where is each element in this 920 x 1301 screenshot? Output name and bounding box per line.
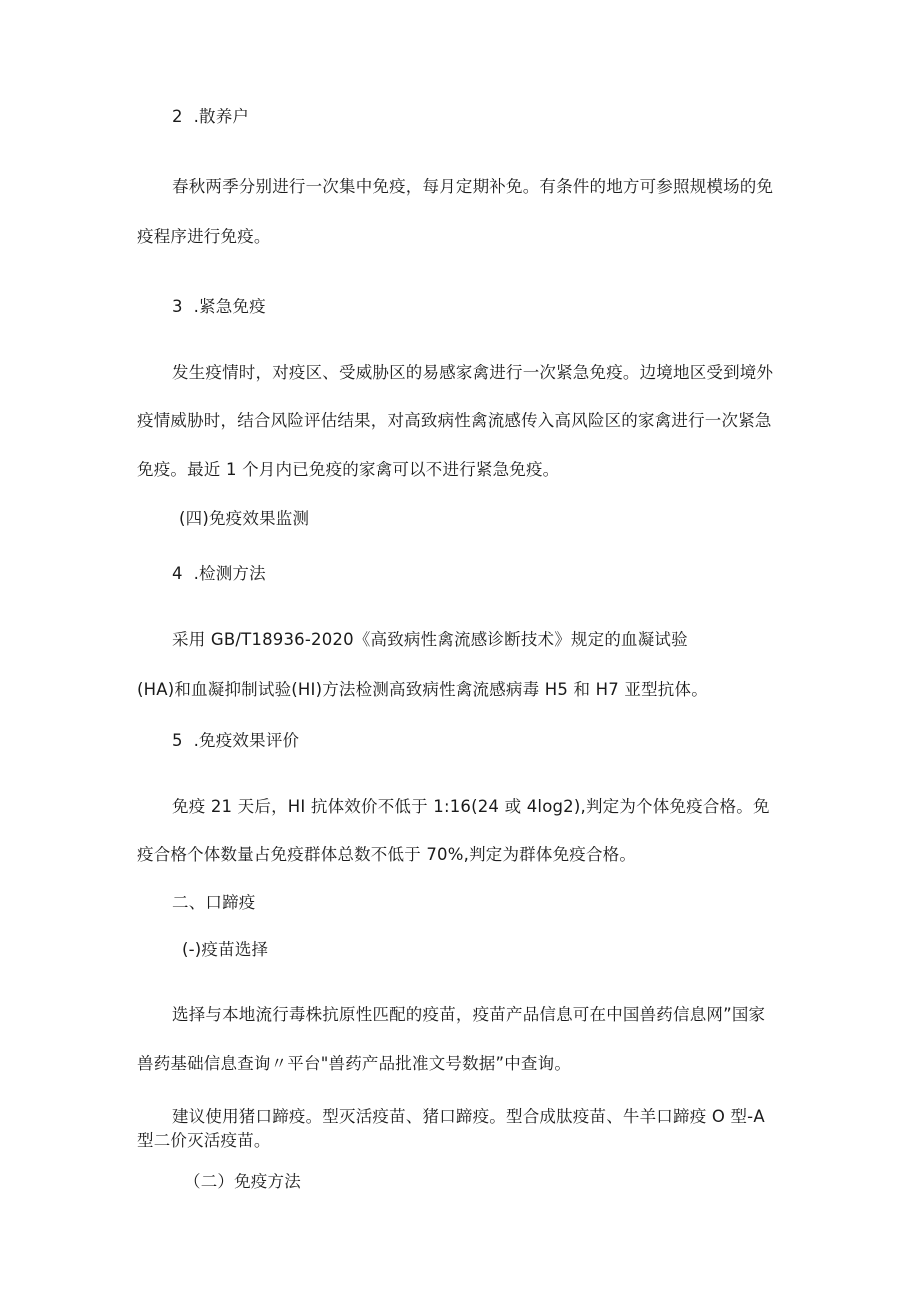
section-heading-vaccine-selection: (-)疫苗选择 <box>182 940 269 959</box>
paragraph-line: 免疫 21 天后，HI 抗体效价不低于 1:16(24 或 4log2),判定为个体免疫合格。免 <box>172 797 770 816</box>
subheading-detection-method: 4 .检测方法 <box>172 564 266 583</box>
paragraph-line: 疫情威胁时，结合风险评估结果，对高致病性禽流感传入高风险区的家禽进行一次紧急 <box>137 411 772 430</box>
subheading-scattered-farms: 2 .散养户 <box>172 107 250 126</box>
paragraph-line: 建议使用猪口蹄疫。型灭活疫苗、猪口蹄疫。型合成肽疫苗、牛羊口蹄疫 O 型-A <box>172 1107 765 1126</box>
paragraph-line: 疫程序进行免疫。 <box>137 227 271 246</box>
paragraph-line: 免疫。最近 1 个月内已免疫的家禽可以不进行紧急免疫。 <box>137 460 560 479</box>
paragraph-line: 兽药基础信息查询〃平台"兽药产品批准文号数据”中查询。 <box>137 1054 572 1073</box>
paragraph-line: 采用 GB/T18936-2020《高致病性禽流感诊断技术》规定的血凝试验 <box>172 630 688 649</box>
paragraph-line: 选择与本地流行毒株抗原性匹配的疫苗，疫苗产品信息可在中国兽药信息网”国家 <box>172 1005 766 1024</box>
subheading-emergency-immunization: 3 .紧急免疫 <box>172 297 266 316</box>
subheading-immunity-evaluation: 5 .免疫效果评价 <box>172 731 300 750</box>
paragraph-line: 春秋两季分别进行一次集中免疫，每月定期补免。有条件的地方可参照规模场的免 <box>172 177 774 196</box>
paragraph-line: 疫合格个体数量占免疫群体总数不低于 70%,判定为群体免疫合格。 <box>137 845 637 864</box>
section-heading-immunity-monitoring: (四)免疫效果监测 <box>179 509 310 528</box>
paragraph-line: (HA)和血凝抑制试验(HI)方法检测高致病性禽流感病毒 H5 和 H7 亚型抗体。 <box>137 680 708 699</box>
section-heading-foot-and-mouth: 二、口蹄疫 <box>172 893 256 912</box>
paragraph-line: 型二价灭活疫苗。 <box>137 1131 271 1150</box>
section-heading-immunization-method: （二）免疫方法 <box>184 1172 301 1191</box>
paragraph-line: 发生疫情时，对疫区、受威胁区的易感家禽进行一次紧急免疫。边境地区受到境外 <box>172 363 774 382</box>
